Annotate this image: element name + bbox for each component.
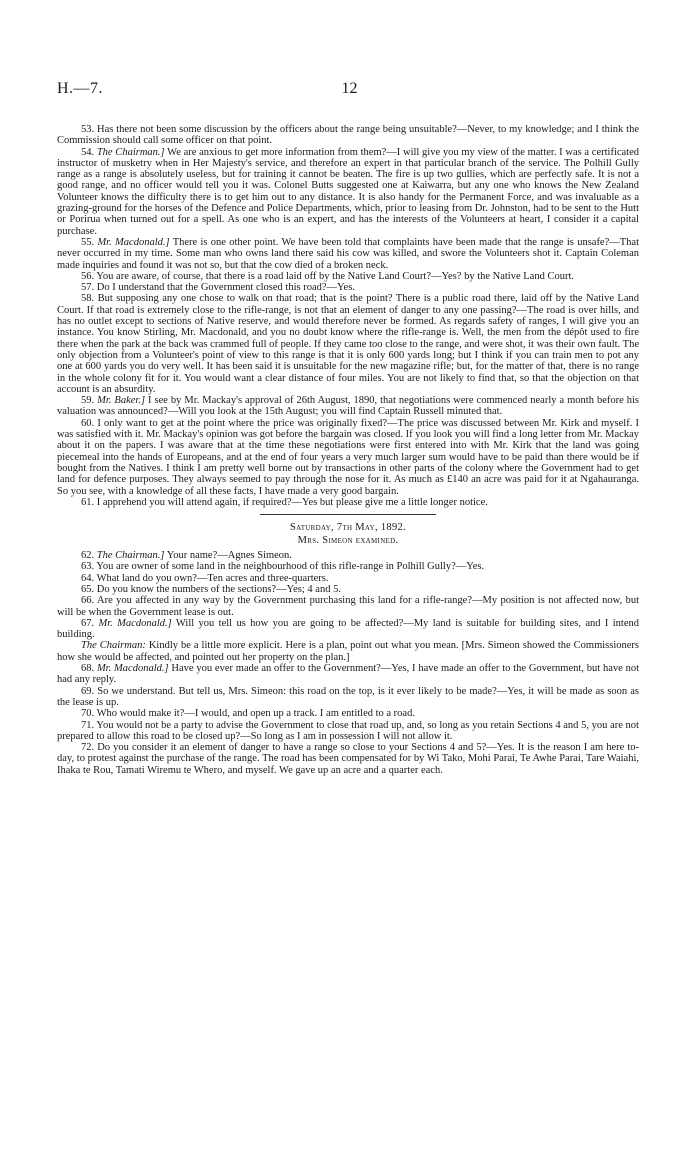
testimony-paragraph: [57, 663, 639, 686]
testimony-paragraph: [57, 584, 639, 595]
testimony-section-1: [57, 124, 639, 508]
question-number: 71.: [81, 719, 95, 731]
session-date: Saturday, 7th May, 1892.: [290, 522, 406, 534]
question-number: 53.: [81, 124, 95, 135]
testimony-text: Do you consider it an element of danger to have a range so close to your Sections 4 and 5?—Yes. It is the reason I am here to-day, to protest against the purchase of the range. The road has been compensated for by Wi Tako, Mohi Parai, Te Awhe Parai, Tare Waiahi, Ihaka te Rou, Tamati Wiremu te Whero, and myself. We gave up an acre and a quarter each.: [57, 742, 639, 776]
testimony-text: Who would make it?—I would, and open up a track. I am entitled to a road.: [96, 708, 415, 720]
page-header: [57, 80, 642, 102]
testimony-text: You are owner of some land in the neighbourhood of this rifle-range in Polhill Gully?—Yes.: [96, 561, 485, 573]
question-number: 62.: [81, 550, 95, 562]
speaker-label: Mr. Baker.]: [97, 395, 146, 407]
testimony-paragraph: [57, 561, 639, 572]
question-number: 60.: [81, 417, 95, 429]
testimony-paragraph: [57, 550, 639, 561]
question-number: 59.: [81, 395, 95, 407]
testimony-text: What land do you own?—Ten acres and three-quarters.: [96, 572, 329, 584]
question-number: 61.: [81, 496, 95, 508]
testimony-text: Has there not been some discussion by the officers about the range being unsuitable?—Never, to my knowledge; and I think the Commission should call some officer on that point.: [57, 124, 639, 147]
testimony-text: I see by Mr. Mackay's approval of 26th August, 1890, that negotiations were commenced nearly a month before his valuation was announced?—Will you look at the 15th August; you will find Captain Russell minuted that.: [57, 395, 640, 418]
question-number: 70.: [81, 708, 95, 720]
testimony-text: Do I understand that the Government closed this road?—Yes.: [96, 282, 355, 294]
speaker-label: Mr. Macdonald.]: [96, 663, 169, 675]
question-number: 63.: [81, 561, 95, 573]
question-number: 65.: [81, 583, 95, 595]
testimony-paragraph: [57, 237, 639, 271]
question-number: 57.: [81, 282, 95, 294]
testimony-paragraph: [57, 720, 639, 743]
question-number: 66.: [81, 595, 95, 607]
speaker-label: The Chairman:: [81, 640, 146, 652]
testimony-paragraph: [57, 686, 639, 709]
testimony-paragraph: [57, 497, 639, 508]
testimony-paragraph: [57, 147, 639, 237]
testimony-text: So we understand. But tell us, Mrs. Simeon: this road on the top, is it ever likely to be made?—Yes, it will be made as soon as the lease is up.: [57, 685, 639, 708]
testimony-text: I only want to get at the point where the price was originally fixed?—The price was discussed between Mr. Kirk and myself. I was satisfied with it. Mr. Mackay's opinion was got before the bargain was closed. If you look you will find a long letter from Mr. Mackay about it on the papers. I was aware that at the time these negotiations were first entered into with Mr. Kirk that the land was going piecemeal into the hands of Europeans, and at the end of four years a very much larger sum would have to be paid than there would be if bought from the Natives. I think I am pretty well borne out by transactions in other parts of the colony where the Government had to get land for defence purposes. They always seemed to pay through the nose for it. As much as £140 an acre was paid for it at Ngahauranga. So you see, with a knowledge of all these facts, I have made a very good bargain.: [57, 417, 640, 497]
question-number: 69.: [81, 685, 95, 697]
speaker-label: The Chairman.]: [96, 146, 165, 158]
question-number: 54.: [81, 146, 95, 158]
speaker-label: Mr. Macdonald.]: [97, 236, 170, 248]
question-number: 55.: [81, 236, 95, 248]
testimony-text: Are you affected in any way by the Government purchasing this land for a rifle-range?—My position is not affected now, but will be when the Government lease is out.: [57, 595, 639, 618]
section-divider: [260, 514, 436, 515]
testimony-text: You are aware, of course, that there is a road laid off by the Native Land Court?—Yes? by the Native Land Court.: [96, 270, 574, 282]
question-number: 68.: [81, 663, 95, 675]
testimony-text: But supposing any one chose to walk on that road; that is the point? There is a public road there, laid off by the Native Land Court. If that road is extremely close to the rifle-range, is not that an element of danger to any one passing?—The road is over hills, and has no outlet except to sections of Native reserve, and would therefore never be formed. As regards safety of ranges, I will give you an instance. You know Stirling, Mr. Macdonald, and you no doubt know where the rifle-range is. Well, the men from the dépôt used to fire there when the park at the back was crammed full of people. If they came too close to the range, and were shot, it was their own fault. The only objection from a Volunteer's point of view to this range is that it is only 600 yards long; but I think if you can train men to pot any one at 600 yards you do very well. It has been said it is unsuitable for the new magazine rifle; but, for the matter of that, there is no range in the whole colony fit for it. You would want a clear distance of four miles. You are not likely to find that, so that the objection on that account is an absurdity.: [57, 293, 639, 395]
testimony-paragraph: [57, 573, 639, 584]
question-number: 58.: [81, 293, 95, 305]
testimony-paragraph: [57, 640, 639, 663]
testimony-text: Will you tell us how you are going to be affected?—My land is suitable for building sites, and I intend building.: [57, 617, 639, 641]
witness-heading: Mrs. Simeon examined.: [297, 535, 399, 547]
speaker-label: Mr. Macdonald.]: [98, 617, 172, 629]
testimony-paragraph: [57, 282, 639, 293]
document-body: [57, 124, 639, 776]
testimony-text: Have you ever made an offer to the Government?—Yes, I have made an offer to the Government, but have not had any reply.: [57, 663, 640, 686]
testimony-text: Kindly be a little more explicit. Here is a plan, point out what you mean. [Mrs. Simeon showed the Commissioners how she would be affected, and pointed out her property on the plan.]: [57, 640, 639, 663]
testimony-paragraph: [57, 293, 639, 395]
testimony-text: There is one other point. We have been told that complaints have been made that the range is unsafe?—That never occurred in my time. Some man who owns land there said his cow was killed, and swore the Volunteers shot it. Captain Coleman made inquiries and found it was not so, but that the cow died of a broken neck.: [57, 236, 639, 271]
testimony-paragraph: [57, 595, 639, 618]
question-number: 64.: [81, 572, 95, 584]
speaker-label: The Chairman.]: [96, 550, 165, 562]
testimony-paragraph: [57, 271, 639, 282]
testimony-paragraph: [57, 124, 639, 147]
testimony-text: Do you know the numbers of the sections?—Yes; 4 and 5.: [96, 583, 341, 595]
question-number: 67.: [81, 617, 95, 629]
testimony-text: You would not be a party to advise the Government to close that road up, and, so long as you retain Sections 4 and 5, you are not prepared to allow this road to be closed up?—So long as I am in possession I will not allow it.: [57, 719, 639, 742]
report-reference: H.—7.: [57, 80, 104, 97]
testimony-text: Your name?—Agnes Simeon.: [166, 550, 292, 562]
question-number: 72.: [81, 742, 95, 754]
testimony-text: We are anxious to get more information from them?—I will give you my view of the matter. I was a certificated instructor of musketry when in Her Majesty's service, and therefore an expert in that particular branch of the service. The Polhill Gully range as a range is absolutely useless, but for training it cannot be beaten. The fire is up two gullies, which are perfectly safe. It is not a good range, and no officer would tell you it was. Colonel Butts suggested one at Kaiwarra, but any one who knows the New Zealand Volunteer knows the difficulty there is to get him out to any distance. It is also handy for the Permanent Force, and was invaluable as a grazing-ground for the horses of the Defence and Police Departments, which, prior to leasing from Dr. Johnston, had to be sent to the Hutt or Porirua when turned out for a spell. As one who is an expert, and has the interests of the Volunteers at heart, I consider it a capital purchase.: [57, 146, 640, 237]
testimony-paragraph: [57, 618, 639, 641]
testimony-paragraph: [57, 418, 639, 497]
page-number: 12: [341, 80, 358, 97]
testimony-text: I apprehend you will attend again, if required?—Yes but please give me a little longer notice.: [96, 496, 488, 508]
testimony-paragraph: [57, 708, 639, 719]
question-number: 56.: [81, 270, 95, 282]
testimony-section-2: [57, 550, 639, 776]
testimony-paragraph: [57, 395, 639, 418]
testimony-paragraph: [57, 742, 639, 776]
